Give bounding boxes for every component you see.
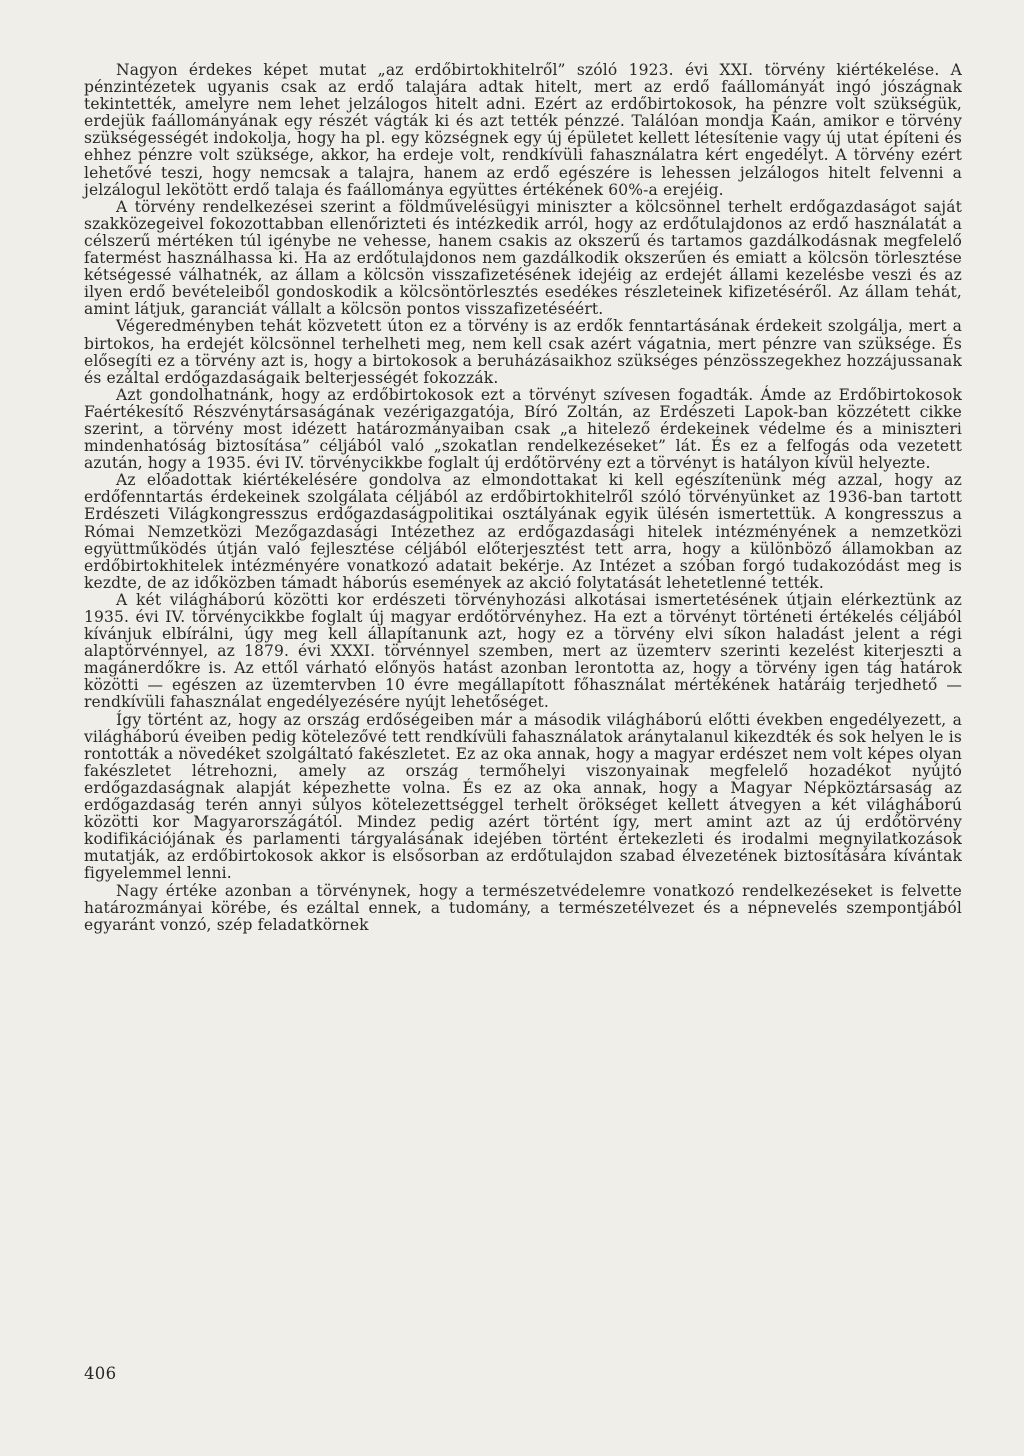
paragraph: A két világháború közötti kor erdészeti törvényhozási alkotásai ismertetésének útjain elérkeztünk az 1935. évi IV. törvénycikkbe foglalt új magyar erdőtörvényhez. Ha ezt a törvényt történeti értékelés céljából kívánjuk elbírálni, úgy meg kell állapítanunk azt, hogy ez a törvény elvi síkon haladást jelent a régi alaptörvénnyel, az 1879. évi XXXI. törvénnyel szemben, mert az üzemterv szerinti kezelést kiterjeszti a magánerdőkre is. Az ettől várható előnyös hatást azonban lerontotta az, hogy a törvény igen tág határok közötti — egészen az üzemtervben 10 évre megállapított főhasználat mértékének határáig terjedhető — rendkívüli fahasználat engedélyezésére nyújt lehetőséget. [84,590,962,712]
paragraph: Így történt az, hogy az ország erdőségeiben már a második világháború előtti években engedélyezett, a világháború éveiben pedig kötelezővé tett rendkívüli fahasználatok aránytalanul kikezdték és sok helyen le is rontották a növedéket szolgáltató fakészletet. Ez az oka annak, hogy a magyar erdészet nem volt képes olyan fakészletet létrehozni, amely az ország termőhelyi viszonyainak megfelelő hozadékot nyújtó erdőgazdaságnak alapját képezhette volna. És ez az oka annak, hogy a Magyar Népköztársaság az erdőgazdaság terén annyi súlyos kötelezettséggel terhelt örökséget kellett átvegyen a két világháború közötti kor Magyarországától. Mindez pedig azért történt így, mert amint azt az új erdőtörvény kodifikációjának és parlamenti tárgyalásának idejében történt értekezleti és irodalmi megnyilatkozások mutatják, az erdőbirtokosok akkor is elsősorban az erdőtulajdon szabad élvezetének biztosítására kívántak figyelemmel lenni. [84,710,962,883]
page-number: 406 [84,1364,117,1383]
paragraph: Az előadottak kiértékelésére gondolva az elmondottakat ki kell egészítenünk még azzal, hogy az erdőfenntartás érdekeinek szolgálata céljából az erdőbirtokhitelről szóló törvényünket az 1936-ban tartott Erdészeti Világkongresszus erdőgazdaságpolitikai osztályának egyik ülésén ismertettük. A kongresszus a Római Nemzetközi Mezőgazdasági Intézethez az erdőgazdasági hitelek intézményének a nemzetközi együttműködés útján való fejlesztése céljából előterjesztést tett arra, hogy a különböző államokban az erdőbirtokhitelek intézményére vonatkozó adatait bekérje. Az Intézet a szóban forgó tudakozódást meg is kezdte, de az időközben támadt háborús események az akció folytatását lehetetlenné tették. [84,471,962,592]
paragraph: Nagyon érdekes képet mutat „az erdőbirtokhitelről” szóló 1923. évi XXI. törvény kiértékelése. A pénzintézetek ugyanis csak az erdő talajára adtak hitelt, mert az erdő faállományát ingó jószágnak tekintették, amelyre nem lehet jelzálogos hitelt adni. Ezért az erdőbirtokosok, ha pénzre volt szükségük, erdejük faállományának egy részét vágták ki és azt tették pénzzé. Találóan mondja Kaán, amikor e törvény szükségességét indokolja, hogy ha pl. egy községnek egy új épületet kellett létesítenie vagy új utat építeni és ehhez pénzre volt szüksége, akkor, ha erdeje volt, rendkívüli fahasználatra kért engedélyt. A törvény ezért lehetővé teszi, hogy nemcsak a talajra, hanem az erdő egészére is lehessen jelzálogos hitelt felvenni a jelzálogul lekötött erdő talaja és faállománya együttes értékének 60%-a erejéig. [84,61,962,199]
document-body [84,62,962,934]
paragraph: Nagy értéke azonban a törvénynek, hogy a természetvédelemre vonatkozó rendelkezéseket is felvette határozmányai körébe, és ezáltal ennek, a tudomány, a természetélvezet és a népnevelés szempontjából egyaránt vonzó, szép feladatkörnek [84,881,962,934]
paragraph: Végeredményben tehát közvetett úton ez a törvény is az erdők fenntartásának érdekeit szolgálja, mert a birtokos, ha erdejét kölcsönnel terhelheti meg, nem kell csak azért vágatnia, mert pénzre van szüksége. És elősegíti ez a törvény azt is, hogy a birtokosok a beruházásaikhoz szükséges pénzösszegekhez hozzájussanak és ezáltal erdőgazdaságaik belterjességét fokozzák. [84,317,962,387]
paragraph: A törvény rendelkezései szerint a földművelésügyi miniszter a kölcsönnel terhelt erdőgazdaságot saját szakközegeivel fokozottabban ellenőrizteti és intézkedik arról, hogy az erdőtulajdonos az erdő használatát a célszerű mértéken túl igénybe ne vehesse, hanem csakis az okszerű és tartamos gazdálkodásnak megfelelő fatermést használhassa ki. Ha az erdőtulajdonos nem gazdálkodik okszerűen és emiatt a kölcsön törlesztése kétségessé válhatnék, az állam a kölcsön visszafizetésének idejéig az erdejét állami kezelésbe veszi és az ilyen erdő bevételeiből gondoskodik a kölcsöntörlesztés esedékes részleteinek kifizetéséről. Az állam tehát, amint látjuk, garanciát vállalt a kölcsön pontos visszafizetéséért. [84,197,962,319]
paragraph: Azt gondolhatnánk, hogy az erdőbirtokosok ezt a törvényt szívesen fogadták. Ámde az Erdőbirtokosok Faértékesítő Részvénytársaságának vezérigazgatója, Bíró Zoltán, az Erdészeti Lapok-ban közzétett cikke szerint, a törvény most idézett határozmányaiban csak „a hitelező érdekeinek védelme és a miniszteri mindenhatóság biztosítása” céljából való „szokatlan rendelkezéseket” lát. És ez a felfogás oda vezetett azután, hogy a 1935. évi IV. törvénycikkbe foglalt új erdőtörvény ezt a törvényt is hatályon kívül helyezte. [84,385,962,473]
